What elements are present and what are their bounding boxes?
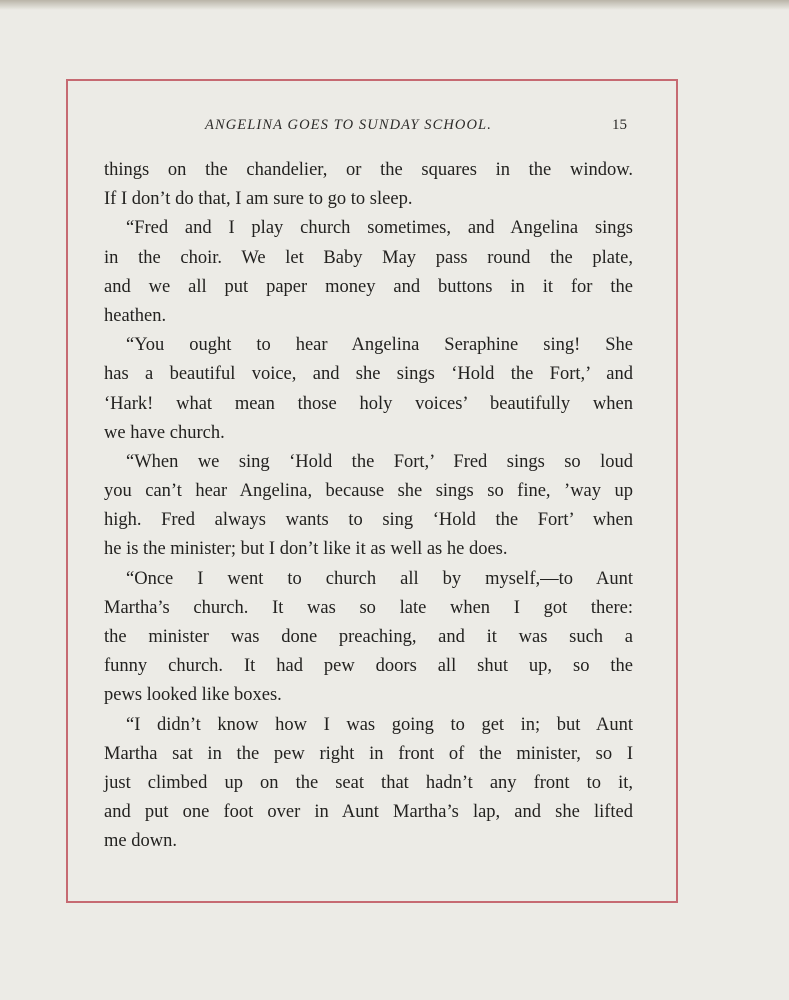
page-top-edge — [0, 0, 789, 10]
paragraph — [104, 711, 633, 857]
text-line: we have church. — [104, 422, 225, 443]
text-line: “Once I went to church all by myself,—to Aunt — [126, 568, 633, 589]
text-line: in the choir. We let Baby May pass round the plate, — [104, 247, 633, 268]
running-title: ANGELINA GOES TO SUNDAY SCHOOL. — [205, 117, 492, 133]
paragraph — [104, 448, 633, 565]
body-text — [104, 156, 633, 857]
paragraph — [104, 214, 633, 331]
text-line: he is the minister; but I don’t like it as well as he does. — [104, 539, 508, 560]
paragraph — [104, 565, 633, 711]
text-line: “When we sing ‘Hold the Fort,’ Fred sings so loud — [126, 451, 633, 472]
text-line: heathen. — [104, 305, 167, 326]
text-line: “Fred and I play church sometimes, and Angelina sings — [126, 218, 633, 239]
text-line: and put one foot over in Aunt Martha’s lap, and she lifted — [104, 802, 633, 823]
text-line: pews looked like boxes. — [104, 685, 282, 706]
text-line: If I don’t do that, I am sure to go to sleep. — [104, 189, 413, 210]
text-line: “I didn’t know how I was going to get in; but Aunt — [126, 714, 633, 735]
text-line: “You ought to hear Angelina Seraphine sing! She — [126, 335, 633, 356]
text-line: has a beautiful voice, and she sings ‘Hold the Fort,’ and — [104, 364, 633, 385]
text-line: just climbed up on the seat that hadn’t any front to it, — [104, 772, 633, 793]
text-line: things on the chandelier, or the squares in the window. — [104, 160, 633, 180]
text-line: the minister was done preaching, and it was such a — [104, 627, 633, 647]
text-line: me down. — [104, 831, 177, 852]
text-line: funny church. It had pew doors all shut up, so the — [104, 656, 633, 677]
text-line: Martha sat in the pew right in front of the minister, so I — [104, 743, 633, 764]
paragraph — [104, 331, 633, 448]
text-line: you can’t hear Angelina, because she sings so fine, ’way up — [104, 481, 633, 502]
text-line: and we all put paper money and buttons in it for the — [104, 276, 633, 297]
text-line: Martha’s church. It was so late when I got there: — [104, 597, 633, 618]
paragraph — [104, 156, 633, 214]
page-number: 15 — [612, 117, 627, 133]
text-line: ‘Hark! what mean those holy voices’ beautifully when — [104, 393, 633, 414]
text-line: high. Fred always wants to sing ‘Hold the Fort’ when — [104, 510, 633, 531]
